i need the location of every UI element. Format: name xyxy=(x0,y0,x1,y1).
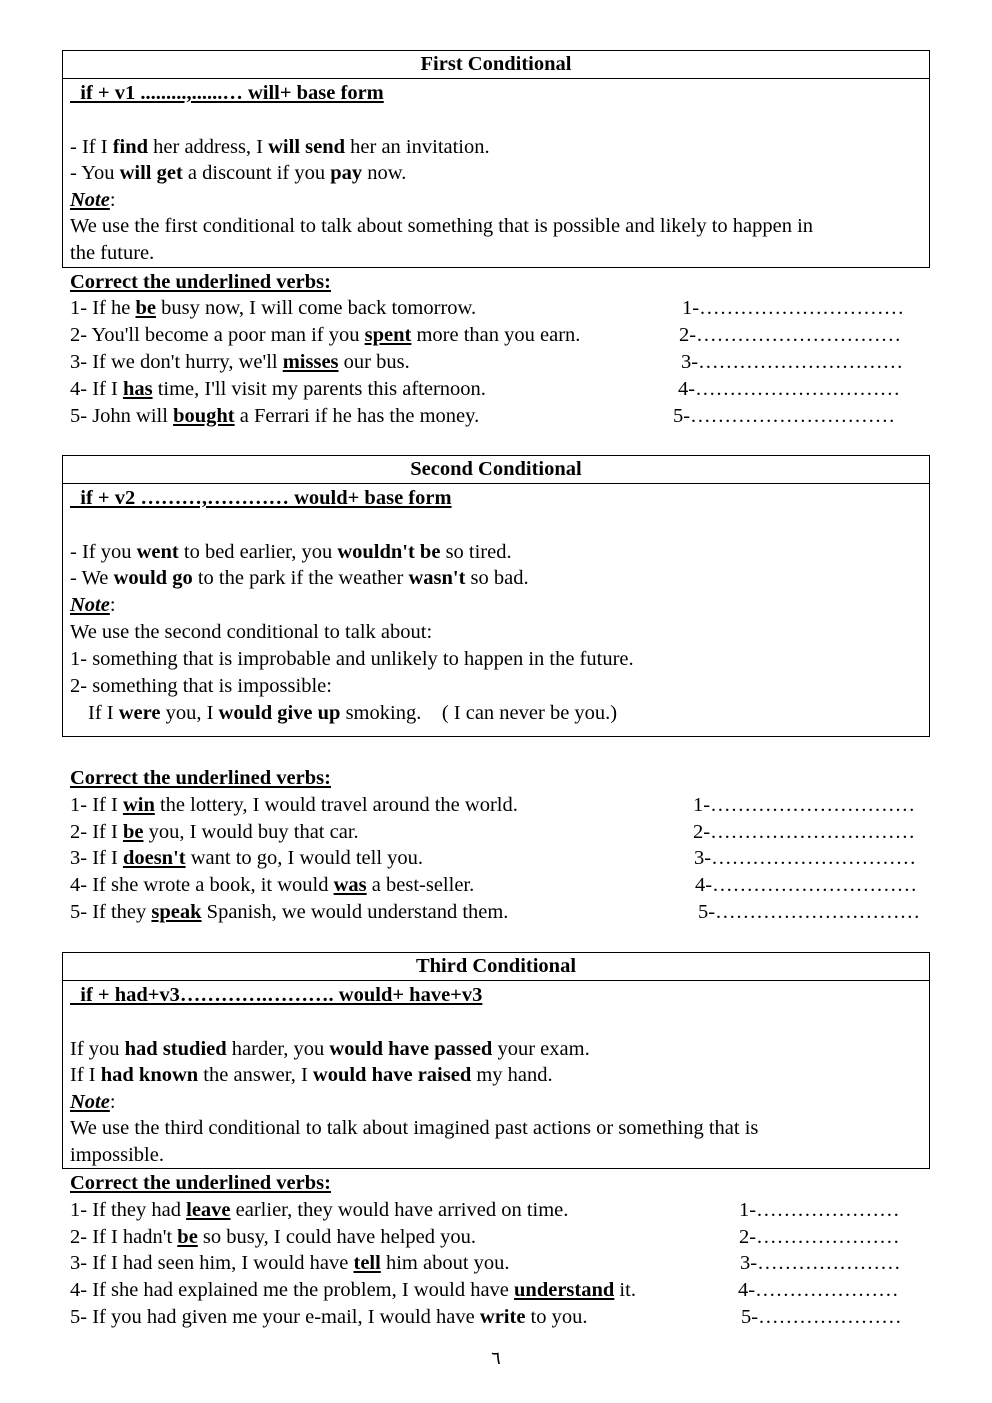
first-answer-5: 5-………………………… xyxy=(673,405,896,427)
second-note-label xyxy=(70,593,116,617)
third-answer-5: 5-………………… xyxy=(741,1306,902,1328)
first-exercise-item-3 xyxy=(70,350,410,374)
text: earlier, they would have arrived on time. xyxy=(230,1199,569,1221)
underlined-verb: bought xyxy=(173,405,235,427)
first-answer-4: 4-………………………… xyxy=(678,378,901,400)
text: 1- If he xyxy=(70,297,136,319)
text: a Ferrari if he has the money. xyxy=(234,405,480,427)
second-answer-3: 3-………………………… xyxy=(694,847,917,869)
text: 4- If I xyxy=(70,378,123,400)
second-exercise-heading: Correct the underlined verbs: xyxy=(70,767,331,789)
text: had studied xyxy=(124,1038,227,1060)
text: 2- You'll become a poor man if you xyxy=(70,324,365,346)
text: 5- If you had given me your e-mail, I would have xyxy=(70,1306,480,1328)
text: pay xyxy=(330,162,363,184)
second-example-3 xyxy=(88,701,617,725)
underlined-verb: was xyxy=(333,874,367,896)
first-exercise-item-1 xyxy=(70,296,476,320)
text: would have raised xyxy=(312,1064,472,1086)
text: wouldn't be xyxy=(337,541,441,563)
text: - If you xyxy=(70,541,137,563)
underlined-verb: understand xyxy=(514,1279,615,1301)
text: If you xyxy=(70,1038,125,1060)
text: you, I xyxy=(160,702,219,724)
text: - We xyxy=(70,567,114,589)
text: 3- If I xyxy=(70,847,123,869)
underlined-verb: spent xyxy=(364,324,412,346)
second-exercise-item-5 xyxy=(70,900,508,924)
text: 5- If they xyxy=(70,901,152,923)
second-example-2 xyxy=(70,566,529,590)
second-note-line-1: We use the second conditional to talk about: xyxy=(70,621,433,643)
text: so tired. xyxy=(440,541,512,563)
underlined-verb: has xyxy=(122,378,153,400)
first-exercise-heading: Correct the underlined verbs: xyxy=(70,271,331,293)
text: find xyxy=(112,136,149,158)
second-answer-1: 1-………………………… xyxy=(693,794,916,816)
text: your exam. xyxy=(492,1038,590,1060)
third-note-line-1: We use the third conditional to talk about imagined past actions or something that is xyxy=(70,1117,759,1139)
third-exercise-item-1 xyxy=(70,1198,568,1222)
first-note-label xyxy=(70,188,116,212)
underlined-verb: be xyxy=(177,1226,198,1248)
text: went xyxy=(136,541,179,563)
text: : xyxy=(109,594,116,616)
second-exercise-item-3 xyxy=(70,846,423,870)
third-answer-1: 1-………………… xyxy=(739,1199,900,1221)
third-formula: if + had+v3………….………. would+ have+v3 xyxy=(70,984,483,1006)
note-label: Note xyxy=(70,1091,110,1113)
text: harder, you xyxy=(226,1038,330,1060)
third-exercise-heading: Correct the underlined verbs: xyxy=(70,1172,331,1194)
text: 2- If I hadn't xyxy=(70,1226,178,1248)
text: : xyxy=(109,1091,116,1113)
text: If I xyxy=(70,1064,101,1086)
underlined-verb: doesn't xyxy=(122,847,186,869)
text: the answer, I xyxy=(198,1064,313,1086)
third-answer-3: 3-………………… xyxy=(740,1252,901,1274)
second-note-line-2: 1- something that is improbable and unlikely to happen in the future. xyxy=(70,648,634,670)
text: 2- If I xyxy=(70,821,123,843)
text: time, I'll visit my parents this afternoon. xyxy=(152,378,486,400)
first-answer-1: 1-………………………… xyxy=(682,297,905,319)
text: to the park if the weather xyxy=(192,567,409,589)
text: so bad. xyxy=(465,567,529,589)
first-exercise-item-2 xyxy=(70,323,580,347)
text: smoking. ( I can never be you.) xyxy=(340,702,618,724)
second-answer-5: 5-………………………… xyxy=(698,901,921,923)
text: wasn't xyxy=(408,567,466,589)
text: you, I would buy that car. xyxy=(143,821,359,843)
text: 3- If I had seen him, I would have xyxy=(70,1252,354,1274)
text: had known xyxy=(100,1064,199,1086)
text: 3- If we don't hurry, we'll xyxy=(70,351,283,373)
text: it. xyxy=(614,1279,636,1301)
text: more than you earn. xyxy=(411,324,581,346)
first-note-line-2: the future. xyxy=(70,242,155,264)
first-answer-3: 3-………………………… xyxy=(681,351,904,373)
third-note-line-2: impossible. xyxy=(70,1144,164,1166)
third-note-label xyxy=(70,1090,116,1114)
underlined-verb: speak xyxy=(151,901,202,923)
note-label: Note xyxy=(70,189,110,211)
text: a discount if you xyxy=(182,162,331,184)
text: : xyxy=(109,189,116,211)
third-exercise-item-2 xyxy=(70,1225,476,1249)
third-answer-4: 4-………………… xyxy=(738,1279,899,1301)
third-answer-2: 2-………………… xyxy=(739,1226,900,1248)
text: him about you. xyxy=(380,1252,510,1274)
text: want to go, I would tell you. xyxy=(185,847,424,869)
third-conditional-title: Third Conditional xyxy=(63,953,929,981)
underlined-verb: tell xyxy=(353,1252,381,1274)
text: to bed earlier, you xyxy=(178,541,338,563)
first-exercise-item-5 xyxy=(70,404,479,428)
third-example-1 xyxy=(70,1037,590,1061)
note-label: Note xyxy=(70,594,110,616)
first-example-2 xyxy=(70,161,406,185)
text: would have passed xyxy=(329,1038,493,1060)
third-example-2 xyxy=(70,1063,553,1087)
underlined-verb: be xyxy=(122,821,144,843)
text: now. xyxy=(362,162,407,184)
text: the lottery, I would travel around the world. xyxy=(154,794,518,816)
page-number: ٦ xyxy=(491,1348,501,1368)
text: her an invitation. xyxy=(345,136,490,158)
second-exercise-item-4 xyxy=(70,873,474,897)
first-answer-2: 2-………………………… xyxy=(679,324,902,346)
underlined-verb: win xyxy=(122,794,155,816)
second-exercise-item-1 xyxy=(70,793,518,817)
text: If I xyxy=(88,702,119,724)
third-exercise-item-5 xyxy=(70,1305,588,1329)
text: 4- If she had explained me the problem, I would have xyxy=(70,1279,515,1301)
second-answer-4: 4-………………………… xyxy=(695,874,918,896)
text: 1- If I xyxy=(70,794,123,816)
second-formula: if + v2 ………,………… would+ base form xyxy=(70,487,452,509)
first-exercise-item-4 xyxy=(70,377,486,401)
second-note-line-3: 2- something that is impossible: xyxy=(70,675,332,697)
second-example-1 xyxy=(70,540,512,564)
second-exercise-item-2 xyxy=(70,820,359,844)
text: were xyxy=(118,702,161,724)
text: - If I xyxy=(70,136,113,158)
underlined-verb: misses xyxy=(282,351,339,373)
text: our bus. xyxy=(338,351,410,373)
text: would give up xyxy=(218,702,341,724)
second-conditional-title: Second Conditional xyxy=(63,456,929,484)
text: 4- If she wrote a book, it would xyxy=(70,874,334,896)
third-exercise-item-4 xyxy=(70,1278,636,1302)
underlined-verb: be xyxy=(135,297,156,319)
text: a best-seller. xyxy=(366,874,475,896)
text: so busy, I could have helped you. xyxy=(197,1226,477,1248)
text: will send xyxy=(268,136,346,158)
first-formula: if + v1 .........,......… will+ base form xyxy=(70,82,384,104)
text: her address, I xyxy=(148,136,269,158)
first-note-line-1: We use the first conditional to talk about something that is possible and likely to happen in xyxy=(70,215,814,237)
text: 1- If they had xyxy=(70,1199,187,1221)
text: will get xyxy=(119,162,183,184)
underlined-verb: leave xyxy=(186,1199,231,1221)
second-answer-2: 2-………………………… xyxy=(693,821,916,843)
first-conditional-title: First Conditional xyxy=(63,51,929,79)
text: would go xyxy=(113,567,193,589)
text: Spanish, we would understand them. xyxy=(201,901,509,923)
underlined-verb: write xyxy=(479,1306,526,1328)
text: - You xyxy=(70,162,120,184)
text: busy now, I will come back tomorrow. xyxy=(155,297,477,319)
text: 5- John will xyxy=(70,405,174,427)
text: to you. xyxy=(525,1306,588,1328)
first-example-1 xyxy=(70,135,490,159)
third-exercise-item-3 xyxy=(70,1251,510,1275)
text: my hand. xyxy=(471,1064,553,1086)
